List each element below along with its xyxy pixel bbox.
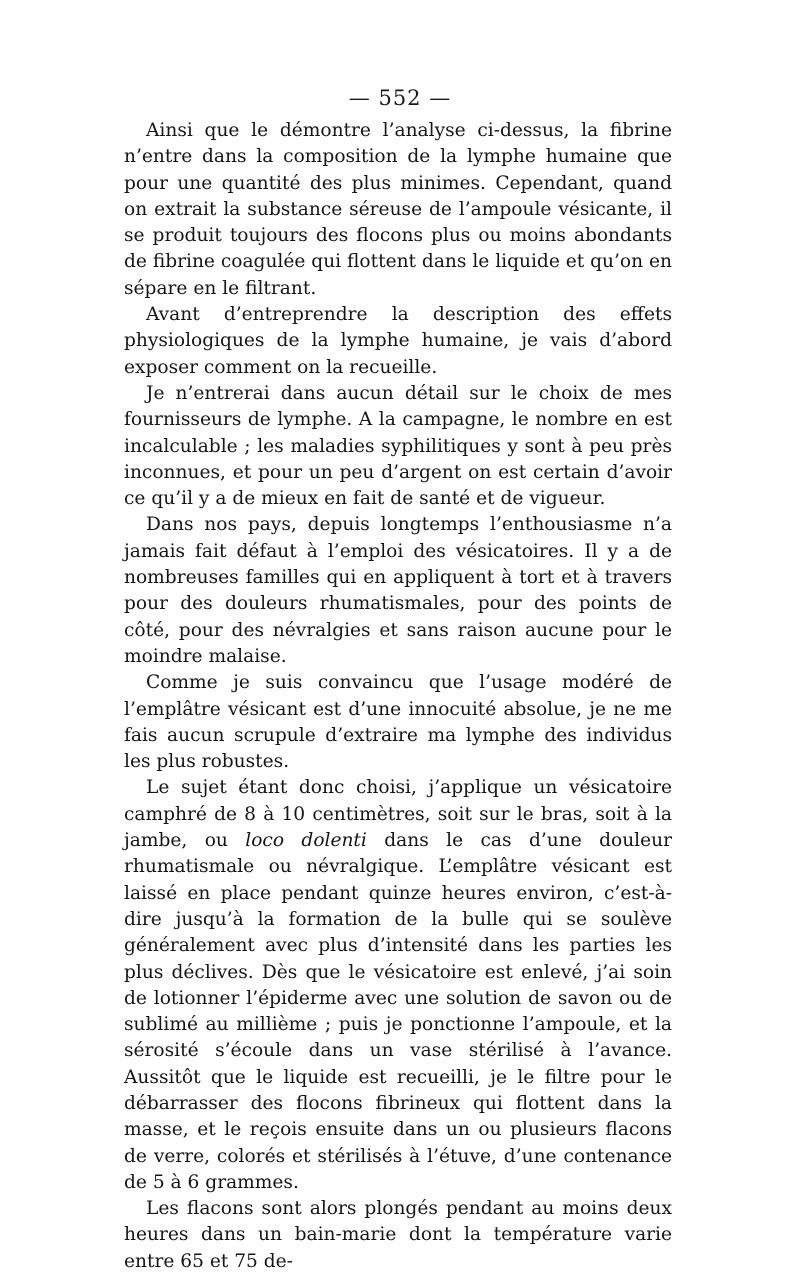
paragraph-fibrine: Ainsi que le démontre l’analyse ci-dessus, la fibrine n’entre dans la composition de la lymphe humaine que pour une quantité des plus minimes. Cependant, quand on extrait la substance séreuse de l’ampoule vésicante, il se produit toujours des flocons plus ou moins abondants de fibrine coagulée qui flottent dans le liquide et qu’on en sépare en le filtrant. xyxy=(124,120,672,299)
paragraph-vesicatoires: Dans nos pays, depuis longtemps l’enthousiasme n’a jamais fait défaut à l’emploi des vésicatoires. Il y a de nombreuses familles qui en appliquent à tort et à travers pour des douleurs rhumatismales, pour des points de côté, pour des névralgies et sans raison aucune pour le moindre malaise. xyxy=(124,514,672,667)
paragraph-procede-part1: Le sujet étant donc choisi, j’applique un vésicatoire camphré de 8 à 10 centimètres, soit sur le bras, soit à la jambe, ou xyxy=(124,777,672,852)
paragraph-procede-part2: dans le cas d’une douleur rhumatismale ou névralgique. L’emplâtre vésicant est laissé en place pendant quinze heures environ, c’est-à-dire jusqu’à la formation de la bulle qui se soulève généralement avec plus d’intensité dans les parties les plus déclives. Dès que le vésicatoire est enlevé, j’ai soin de lotionner l’épiderme avec une solution de savon ou de sublimé au millième ; puis je ponctionne l’ampoule, et la sérosité s’écoule dans un vase stérilisé à l’avance. Aussitôt que le liquide est recueilli, je le filtre pour le débarrasser des flocons fibrineux qui flottent dans la masse, et le reçois ensuite dans un ou plusieurs flacons de verre, colorés et stérilisés à l’étuve, d’une contenance de 5 à 6 grammes. xyxy=(124,830,672,1193)
paragraph-flacons: Les flacons sont alors plongés pendant au moins deux heures dans un bain-marie dont la température varie entre 65 et 75 de- xyxy=(124,1198,672,1272)
paragraph-procede-italic: loco dolenti xyxy=(245,830,367,852)
paragraph-innocuite: Comme je suis convaincu que l’usage modéré de l’emplâtre vésicant est d’une innocuité absolue, je ne me fais aucun scrupule d’extraire ma lymphe des individus les plus robustes. xyxy=(124,672,672,773)
paragraph-procede xyxy=(124,775,672,1196)
body-text xyxy=(124,118,672,1275)
page-number: — 552 — xyxy=(348,86,452,110)
paragraph-avant: Avant d’entreprendre la description des effets physiologiques de la lymphe humaine, je vais d’abord exposer comment on la recueille. xyxy=(124,304,672,378)
paragraph-fournisseurs: Je n’entrerai dans aucun détail sur le choix de mes fournisseurs de lymphe. A la campagne, le nombre en est incalculable ; les maladies syphilitiques y sont à peu près inconnues, et pour un peu d’argent on est certain d’avoir ce qu’il y a de mieux en fait de santé et de vigueur. xyxy=(124,382,672,510)
